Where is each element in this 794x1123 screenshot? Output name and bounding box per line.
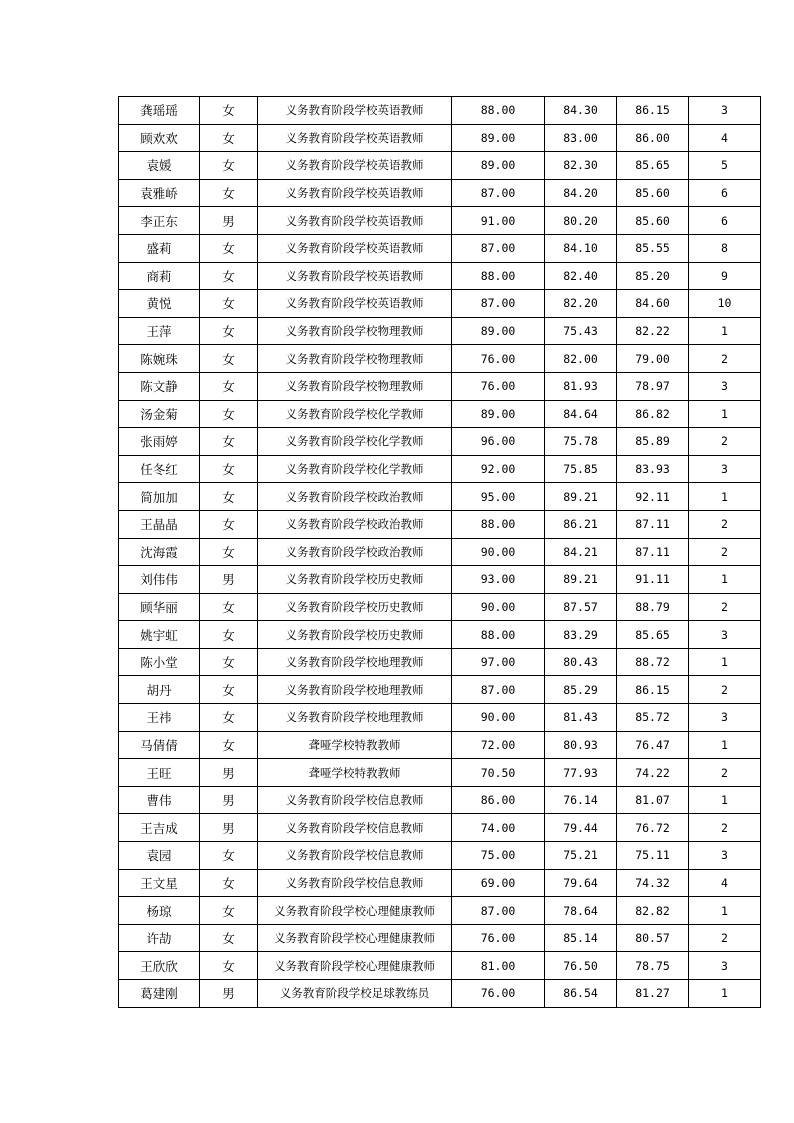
gender-cell: 女 xyxy=(200,842,258,870)
name-cell: 袁雅峤 xyxy=(119,179,200,207)
position-cell: 义务教育阶段学校英语教师 xyxy=(258,179,452,207)
position-cell: 义务教育阶段学校英语教师 xyxy=(258,124,452,152)
name-cell: 陈婉珠 xyxy=(119,345,200,373)
written-score-cell: 88.00 xyxy=(452,510,545,538)
total-score-cell: 87.11 xyxy=(617,538,689,566)
position-cell: 义务教育阶段学校英语教师 xyxy=(258,207,452,235)
name-cell: 沈海霞 xyxy=(119,538,200,566)
total-score-cell: 80.57 xyxy=(617,924,689,952)
total-score-cell: 85.60 xyxy=(617,179,689,207)
written-score-cell: 87.00 xyxy=(452,179,545,207)
position-cell: 义务教育阶段学校英语教师 xyxy=(258,152,452,180)
interview-score-cell: 89.21 xyxy=(545,483,617,511)
written-score-cell: 87.00 xyxy=(452,234,545,262)
total-score-cell: 85.65 xyxy=(617,621,689,649)
position-cell: 义务教育阶段学校地理教师 xyxy=(258,676,452,704)
interview-score-cell: 84.21 xyxy=(545,538,617,566)
table-row xyxy=(119,428,761,456)
gender-cell: 女 xyxy=(200,676,258,704)
table-row xyxy=(119,842,761,870)
table-row xyxy=(119,566,761,594)
gender-cell: 男 xyxy=(200,207,258,235)
total-score-cell: 74.32 xyxy=(617,869,689,897)
interview-score-cell: 81.93 xyxy=(545,372,617,400)
total-score-cell: 86.15 xyxy=(617,676,689,704)
name-cell: 商莉 xyxy=(119,262,200,290)
table-row xyxy=(119,97,761,125)
table-row xyxy=(119,455,761,483)
gender-cell: 女 xyxy=(200,179,258,207)
written-score-cell: 89.00 xyxy=(452,400,545,428)
gender-cell: 女 xyxy=(200,538,258,566)
total-score-cell: 85.60 xyxy=(617,207,689,235)
written-score-cell: 95.00 xyxy=(452,483,545,511)
gender-cell: 女 xyxy=(200,428,258,456)
table-row xyxy=(119,869,761,897)
rank-cell: 3 xyxy=(689,97,761,125)
position-cell: 义务教育阶段学校化学教师 xyxy=(258,455,452,483)
name-cell: 王吉成 xyxy=(119,814,200,842)
name-cell: 袁园 xyxy=(119,842,200,870)
gender-cell: 男 xyxy=(200,814,258,842)
total-score-cell: 75.11 xyxy=(617,842,689,870)
written-score-cell: 69.00 xyxy=(452,869,545,897)
written-score-cell: 76.00 xyxy=(452,924,545,952)
table-row xyxy=(119,538,761,566)
rank-cell: 1 xyxy=(689,317,761,345)
written-score-cell: 88.00 xyxy=(452,621,545,649)
position-cell: 义务教育阶段学校地理教师 xyxy=(258,704,452,732)
name-cell: 王晶晶 xyxy=(119,510,200,538)
rank-cell: 3 xyxy=(689,455,761,483)
total-score-cell: 83.93 xyxy=(617,455,689,483)
rank-cell: 2 xyxy=(689,676,761,704)
interview-score-cell: 80.43 xyxy=(545,648,617,676)
name-cell: 王欣欣 xyxy=(119,952,200,980)
rank-cell: 6 xyxy=(689,179,761,207)
name-cell: 张雨婷 xyxy=(119,428,200,456)
position-cell: 义务教育阶段学校物理教师 xyxy=(258,372,452,400)
table-row xyxy=(119,207,761,235)
interview-score-cell: 82.00 xyxy=(545,345,617,373)
interview-score-cell: 82.20 xyxy=(545,290,617,318)
interview-score-cell: 75.43 xyxy=(545,317,617,345)
total-score-cell: 81.07 xyxy=(617,786,689,814)
total-score-cell: 88.72 xyxy=(617,648,689,676)
rank-cell: 2 xyxy=(689,345,761,373)
table-body xyxy=(119,97,761,1008)
position-cell: 义务教育阶段学校化学教师 xyxy=(258,428,452,456)
gender-cell: 男 xyxy=(200,786,258,814)
name-cell: 陈文静 xyxy=(119,372,200,400)
position-cell: 义务教育阶段学校政治教师 xyxy=(258,510,452,538)
position-cell: 义务教育阶段学校物理教师 xyxy=(258,345,452,373)
written-score-cell: 89.00 xyxy=(452,124,545,152)
gender-cell: 女 xyxy=(200,152,258,180)
rank-cell: 2 xyxy=(689,814,761,842)
gender-cell: 女 xyxy=(200,455,258,483)
gender-cell: 女 xyxy=(200,869,258,897)
total-score-cell: 88.79 xyxy=(617,593,689,621)
rank-cell: 1 xyxy=(689,897,761,925)
written-score-cell: 90.00 xyxy=(452,593,545,621)
position-cell: 义务教育阶段学校英语教师 xyxy=(258,97,452,125)
total-score-cell: 84.60 xyxy=(617,290,689,318)
gender-cell: 男 xyxy=(200,566,258,594)
interview-score-cell: 84.64 xyxy=(545,400,617,428)
total-score-cell: 85.89 xyxy=(617,428,689,456)
table-row xyxy=(119,152,761,180)
written-score-cell: 93.00 xyxy=(452,566,545,594)
name-cell: 任冬红 xyxy=(119,455,200,483)
rank-cell: 2 xyxy=(689,428,761,456)
interview-score-cell: 82.40 xyxy=(545,262,617,290)
rank-cell: 10 xyxy=(689,290,761,318)
total-score-cell: 82.22 xyxy=(617,317,689,345)
table-row xyxy=(119,731,761,759)
interview-score-cell: 83.29 xyxy=(545,621,617,649)
interview-score-cell: 80.93 xyxy=(545,731,617,759)
written-score-cell: 92.00 xyxy=(452,455,545,483)
name-cell: 胡丹 xyxy=(119,676,200,704)
table-row xyxy=(119,483,761,511)
table-row xyxy=(119,179,761,207)
gender-cell: 女 xyxy=(200,97,258,125)
interview-score-cell: 76.50 xyxy=(545,952,617,980)
rank-cell: 1 xyxy=(689,648,761,676)
rank-cell: 3 xyxy=(689,372,761,400)
interview-score-cell: 75.85 xyxy=(545,455,617,483)
position-cell: 义务教育阶段学校信息教师 xyxy=(258,869,452,897)
written-score-cell: 91.00 xyxy=(452,207,545,235)
rank-cell: 1 xyxy=(689,566,761,594)
total-score-cell: 76.72 xyxy=(617,814,689,842)
interview-score-cell: 75.21 xyxy=(545,842,617,870)
written-score-cell: 72.00 xyxy=(452,731,545,759)
written-score-cell: 76.00 xyxy=(452,372,545,400)
total-score-cell: 85.72 xyxy=(617,704,689,732)
written-score-cell: 75.00 xyxy=(452,842,545,870)
total-score-cell: 76.47 xyxy=(617,731,689,759)
position-cell: 义务教育阶段学校英语教师 xyxy=(258,234,452,262)
name-cell: 葛建刚 xyxy=(119,980,200,1008)
written-score-cell: 86.00 xyxy=(452,786,545,814)
written-score-cell: 88.00 xyxy=(452,97,545,125)
rank-cell: 3 xyxy=(689,621,761,649)
rank-cell: 4 xyxy=(689,124,761,152)
position-cell: 义务教育阶段学校英语教师 xyxy=(258,262,452,290)
total-score-cell: 91.11 xyxy=(617,566,689,594)
interview-score-cell: 84.10 xyxy=(545,234,617,262)
written-score-cell: 89.00 xyxy=(452,317,545,345)
position-cell: 义务教育阶段学校心理健康教师 xyxy=(258,924,452,952)
rank-cell: 2 xyxy=(689,924,761,952)
total-score-cell: 85.55 xyxy=(617,234,689,262)
gender-cell: 女 xyxy=(200,704,258,732)
position-cell: 义务教育阶段学校物理教师 xyxy=(258,317,452,345)
table-row xyxy=(119,317,761,345)
table-row xyxy=(119,593,761,621)
rank-cell: 6 xyxy=(689,207,761,235)
table-row xyxy=(119,759,761,787)
total-score-cell: 92.11 xyxy=(617,483,689,511)
position-cell: 义务教育阶段学校政治教师 xyxy=(258,483,452,511)
written-score-cell: 81.00 xyxy=(452,952,545,980)
table-row xyxy=(119,290,761,318)
table-row xyxy=(119,372,761,400)
score-table xyxy=(118,96,761,1008)
gender-cell: 女 xyxy=(200,345,258,373)
total-score-cell: 79.00 xyxy=(617,345,689,373)
position-cell: 义务教育阶段学校心理健康教师 xyxy=(258,897,452,925)
interview-score-cell: 82.30 xyxy=(545,152,617,180)
rank-cell: 1 xyxy=(689,483,761,511)
interview-score-cell: 79.44 xyxy=(545,814,617,842)
position-cell: 聋哑学校特教教师 xyxy=(258,759,452,787)
written-score-cell: 90.00 xyxy=(452,704,545,732)
total-score-cell: 87.11 xyxy=(617,510,689,538)
gender-cell: 女 xyxy=(200,317,258,345)
position-cell: 义务教育阶段学校政治教师 xyxy=(258,538,452,566)
table-row xyxy=(119,400,761,428)
name-cell: 王萍 xyxy=(119,317,200,345)
interview-score-cell: 80.20 xyxy=(545,207,617,235)
table-row xyxy=(119,814,761,842)
total-score-cell: 86.00 xyxy=(617,124,689,152)
written-score-cell: 96.00 xyxy=(452,428,545,456)
rank-cell: 8 xyxy=(689,234,761,262)
position-cell: 义务教育阶段学校足球教练员 xyxy=(258,980,452,1008)
rank-cell: 2 xyxy=(689,593,761,621)
name-cell: 龚瑶瑶 xyxy=(119,97,200,125)
name-cell: 顾欢欢 xyxy=(119,124,200,152)
name-cell: 简加加 xyxy=(119,483,200,511)
position-cell: 义务教育阶段学校信息教师 xyxy=(258,786,452,814)
table-row xyxy=(119,704,761,732)
name-cell: 许劼 xyxy=(119,924,200,952)
position-cell: 义务教育阶段学校信息教师 xyxy=(258,842,452,870)
written-score-cell: 90.00 xyxy=(452,538,545,566)
interview-score-cell: 86.54 xyxy=(545,980,617,1008)
table-row xyxy=(119,345,761,373)
rank-cell: 1 xyxy=(689,980,761,1008)
table-row xyxy=(119,980,761,1008)
written-score-cell: 87.00 xyxy=(452,290,545,318)
rank-cell: 3 xyxy=(689,952,761,980)
written-score-cell: 89.00 xyxy=(452,152,545,180)
position-cell: 义务教育阶段学校历史教师 xyxy=(258,593,452,621)
interview-score-cell: 85.14 xyxy=(545,924,617,952)
gender-cell: 女 xyxy=(200,593,258,621)
interview-score-cell: 85.29 xyxy=(545,676,617,704)
name-cell: 李正东 xyxy=(119,207,200,235)
interview-score-cell: 75.78 xyxy=(545,428,617,456)
name-cell: 王祎 xyxy=(119,704,200,732)
gender-cell: 女 xyxy=(200,648,258,676)
written-score-cell: 74.00 xyxy=(452,814,545,842)
position-cell: 义务教育阶段学校化学教师 xyxy=(258,400,452,428)
position-cell: 义务教育阶段学校信息教师 xyxy=(258,814,452,842)
total-score-cell: 86.82 xyxy=(617,400,689,428)
written-score-cell: 97.00 xyxy=(452,648,545,676)
table-row xyxy=(119,262,761,290)
rank-cell: 1 xyxy=(689,786,761,814)
rank-cell: 9 xyxy=(689,262,761,290)
gender-cell: 女 xyxy=(200,483,258,511)
interview-score-cell: 84.30 xyxy=(545,97,617,125)
total-score-cell: 86.15 xyxy=(617,97,689,125)
rank-cell: 2 xyxy=(689,538,761,566)
table-row xyxy=(119,621,761,649)
interview-score-cell: 84.20 xyxy=(545,179,617,207)
gender-cell: 女 xyxy=(200,372,258,400)
rank-cell: 4 xyxy=(689,869,761,897)
gender-cell: 男 xyxy=(200,980,258,1008)
gender-cell: 女 xyxy=(200,621,258,649)
name-cell: 姚宇虹 xyxy=(119,621,200,649)
name-cell: 刘伟伟 xyxy=(119,566,200,594)
rank-cell: 1 xyxy=(689,731,761,759)
table-row xyxy=(119,924,761,952)
position-cell: 义务教育阶段学校历史教师 xyxy=(258,566,452,594)
table-row xyxy=(119,952,761,980)
interview-score-cell: 87.57 xyxy=(545,593,617,621)
position-cell: 义务教育阶段学校心理健康教师 xyxy=(258,952,452,980)
table-row xyxy=(119,676,761,704)
name-cell: 曹伟 xyxy=(119,786,200,814)
rank-cell: 3 xyxy=(689,842,761,870)
name-cell: 王旺 xyxy=(119,759,200,787)
name-cell: 王文星 xyxy=(119,869,200,897)
interview-score-cell: 83.00 xyxy=(545,124,617,152)
gender-cell: 女 xyxy=(200,731,258,759)
total-score-cell: 85.65 xyxy=(617,152,689,180)
table-row xyxy=(119,234,761,262)
gender-cell: 女 xyxy=(200,952,258,980)
name-cell: 陈小堂 xyxy=(119,648,200,676)
total-score-cell: 78.97 xyxy=(617,372,689,400)
name-cell: 顾华丽 xyxy=(119,593,200,621)
gender-cell: 女 xyxy=(200,262,258,290)
position-cell: 聋哑学校特教教师 xyxy=(258,731,452,759)
rank-cell: 1 xyxy=(689,400,761,428)
rank-cell: 2 xyxy=(689,759,761,787)
table-row xyxy=(119,648,761,676)
written-score-cell: 70.50 xyxy=(452,759,545,787)
total-score-cell: 74.22 xyxy=(617,759,689,787)
written-score-cell: 88.00 xyxy=(452,262,545,290)
interview-score-cell: 78.64 xyxy=(545,897,617,925)
name-cell: 杨琼 xyxy=(119,897,200,925)
gender-cell: 女 xyxy=(200,510,258,538)
table-row xyxy=(119,897,761,925)
written-score-cell: 76.00 xyxy=(452,345,545,373)
written-score-cell: 76.00 xyxy=(452,980,545,1008)
gender-cell: 女 xyxy=(200,290,258,318)
name-cell: 黄悦 xyxy=(119,290,200,318)
table-row xyxy=(119,124,761,152)
position-cell: 义务教育阶段学校英语教师 xyxy=(258,290,452,318)
total-score-cell: 78.75 xyxy=(617,952,689,980)
name-cell: 盛莉 xyxy=(119,234,200,262)
gender-cell: 女 xyxy=(200,234,258,262)
table-row xyxy=(119,510,761,538)
rank-cell: 2 xyxy=(689,510,761,538)
written-score-cell: 87.00 xyxy=(452,897,545,925)
position-cell: 义务教育阶段学校历史教师 xyxy=(258,621,452,649)
name-cell: 汤金菊 xyxy=(119,400,200,428)
written-score-cell: 87.00 xyxy=(452,676,545,704)
rank-cell: 3 xyxy=(689,704,761,732)
table-row xyxy=(119,786,761,814)
gender-cell: 女 xyxy=(200,897,258,925)
interview-score-cell: 89.21 xyxy=(545,566,617,594)
name-cell: 马倩倩 xyxy=(119,731,200,759)
gender-cell: 男 xyxy=(200,759,258,787)
name-cell: 袁媛 xyxy=(119,152,200,180)
interview-score-cell: 86.21 xyxy=(545,510,617,538)
interview-score-cell: 76.14 xyxy=(545,786,617,814)
gender-cell: 女 xyxy=(200,400,258,428)
rank-cell: 5 xyxy=(689,152,761,180)
interview-score-cell: 81.43 xyxy=(545,704,617,732)
total-score-cell: 81.27 xyxy=(617,980,689,1008)
interview-score-cell: 77.93 xyxy=(545,759,617,787)
total-score-cell: 82.82 xyxy=(617,897,689,925)
total-score-cell: 85.20 xyxy=(617,262,689,290)
gender-cell: 女 xyxy=(200,924,258,952)
gender-cell: 女 xyxy=(200,124,258,152)
position-cell: 义务教育阶段学校地理教师 xyxy=(258,648,452,676)
interview-score-cell: 79.64 xyxy=(545,869,617,897)
